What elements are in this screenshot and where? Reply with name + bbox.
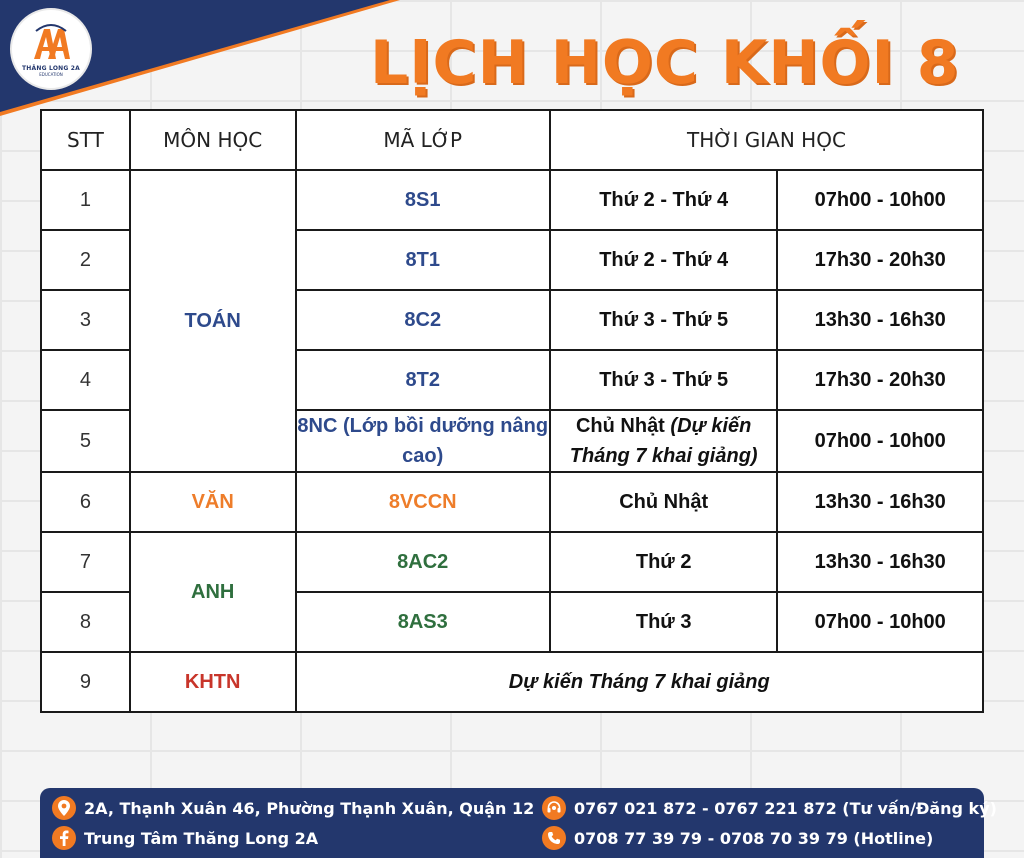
logo-mark-icon (28, 21, 74, 63)
class-code: 8T2 (296, 350, 550, 410)
class-code: 8VCCN (296, 472, 550, 532)
study-days-main: Chủ Nhật (575, 415, 665, 437)
row-stt: 7 (41, 532, 130, 592)
study-hours: 13h30 - 16h30 (777, 472, 983, 532)
subject-cell-van: VĂN (130, 472, 296, 532)
row-stt: 6 (41, 472, 130, 532)
row-stt: 8 (41, 592, 130, 652)
study-hours: 07h00 - 10h00 (777, 170, 983, 230)
consult-phone-item[interactable] (542, 796, 997, 820)
row-stt: 9 (41, 652, 130, 712)
header-class-code: MÃ LỚP (296, 110, 550, 170)
subject-cell-anh: ANH (130, 532, 296, 652)
class-code: 8S1 (296, 170, 550, 230)
study-days: Thứ 2 (550, 532, 777, 592)
row-stt: 5 (41, 410, 130, 472)
table-row (41, 532, 983, 592)
facebook-item[interactable] (52, 826, 318, 850)
study-days: Thứ 2 - Thứ 4 (550, 230, 777, 290)
study-hours: 17h30 - 20h30 (777, 350, 983, 410)
study-days (550, 410, 777, 472)
class-code: 8AS3 (296, 592, 550, 652)
headset-icon (542, 796, 566, 820)
hotline-text: 0708 77 39 79 - 0708 70 39 79 (Hotline) (574, 828, 934, 848)
study-hours: 07h00 - 10h00 (777, 410, 983, 472)
subject-cell-toan: TOÁN (130, 170, 296, 472)
study-hours: 13h30 - 16h30 (777, 290, 983, 350)
row-stt: 4 (41, 350, 130, 410)
study-hours: 17h30 - 20h30 (777, 230, 983, 290)
study-days: Chủ Nhật (550, 472, 777, 532)
table-row (41, 472, 983, 532)
hotline-item[interactable] (542, 826, 933, 850)
brand-name: THĂNG LONG 2A (22, 65, 80, 72)
facebook-icon (52, 826, 76, 850)
class-code: 8C2 (296, 290, 550, 350)
consult-phone-text: 0767 021 872 - 0767 221 872 (Tư vấn/Đăng ký) (574, 798, 997, 818)
row-stt: 1 (41, 170, 130, 230)
study-days: Thứ 2 - Thứ 4 (550, 170, 777, 230)
header-subject: MÔN HỌC (130, 110, 296, 170)
page-title: LỊCH HỌC KHỐI 8 (370, 28, 960, 98)
address-item (52, 796, 534, 820)
phone-icon (542, 826, 566, 850)
table-row (41, 652, 983, 712)
class-code: 8AC2 (296, 532, 550, 592)
brand-sub: EDUCATION (39, 72, 63, 77)
opening-note: Dự kiến Tháng 7 khai giảng (296, 652, 983, 712)
class-code: 8T1 (296, 230, 550, 290)
row-stt: 2 (41, 230, 130, 290)
schedule-table (40, 109, 984, 713)
study-days: Thứ 3 - Thứ 5 (550, 350, 777, 410)
subject-cell-khtn: KHTN (130, 652, 296, 712)
header-stt: STT (41, 110, 130, 170)
study-days: Thứ 3 - Thứ 5 (550, 290, 777, 350)
table-header-row (41, 110, 983, 170)
facebook-text: Trung Tâm Thăng Long 2A (84, 828, 319, 848)
location-pin-icon (52, 796, 76, 820)
study-days: Thứ 3 (550, 592, 777, 652)
address-text: 2A, Thạnh Xuân 46, Phường Thạnh Xuân, Quận 12 (84, 798, 535, 818)
study-hours: 13h30 - 16h30 (777, 532, 983, 592)
header-study-time: THỜI GIAN HỌC (550, 110, 983, 170)
table-row (41, 170, 983, 230)
study-hours: 07h00 - 10h00 (777, 592, 983, 652)
contact-footer (40, 788, 997, 858)
study-days-note: (Dự kiến Tháng 7 khai giảng) (569, 415, 758, 467)
row-stt: 3 (41, 290, 130, 350)
brand-logo (10, 8, 92, 90)
class-code: 8NC (Lớp bồi dưỡng nâng cao) (296, 410, 550, 472)
